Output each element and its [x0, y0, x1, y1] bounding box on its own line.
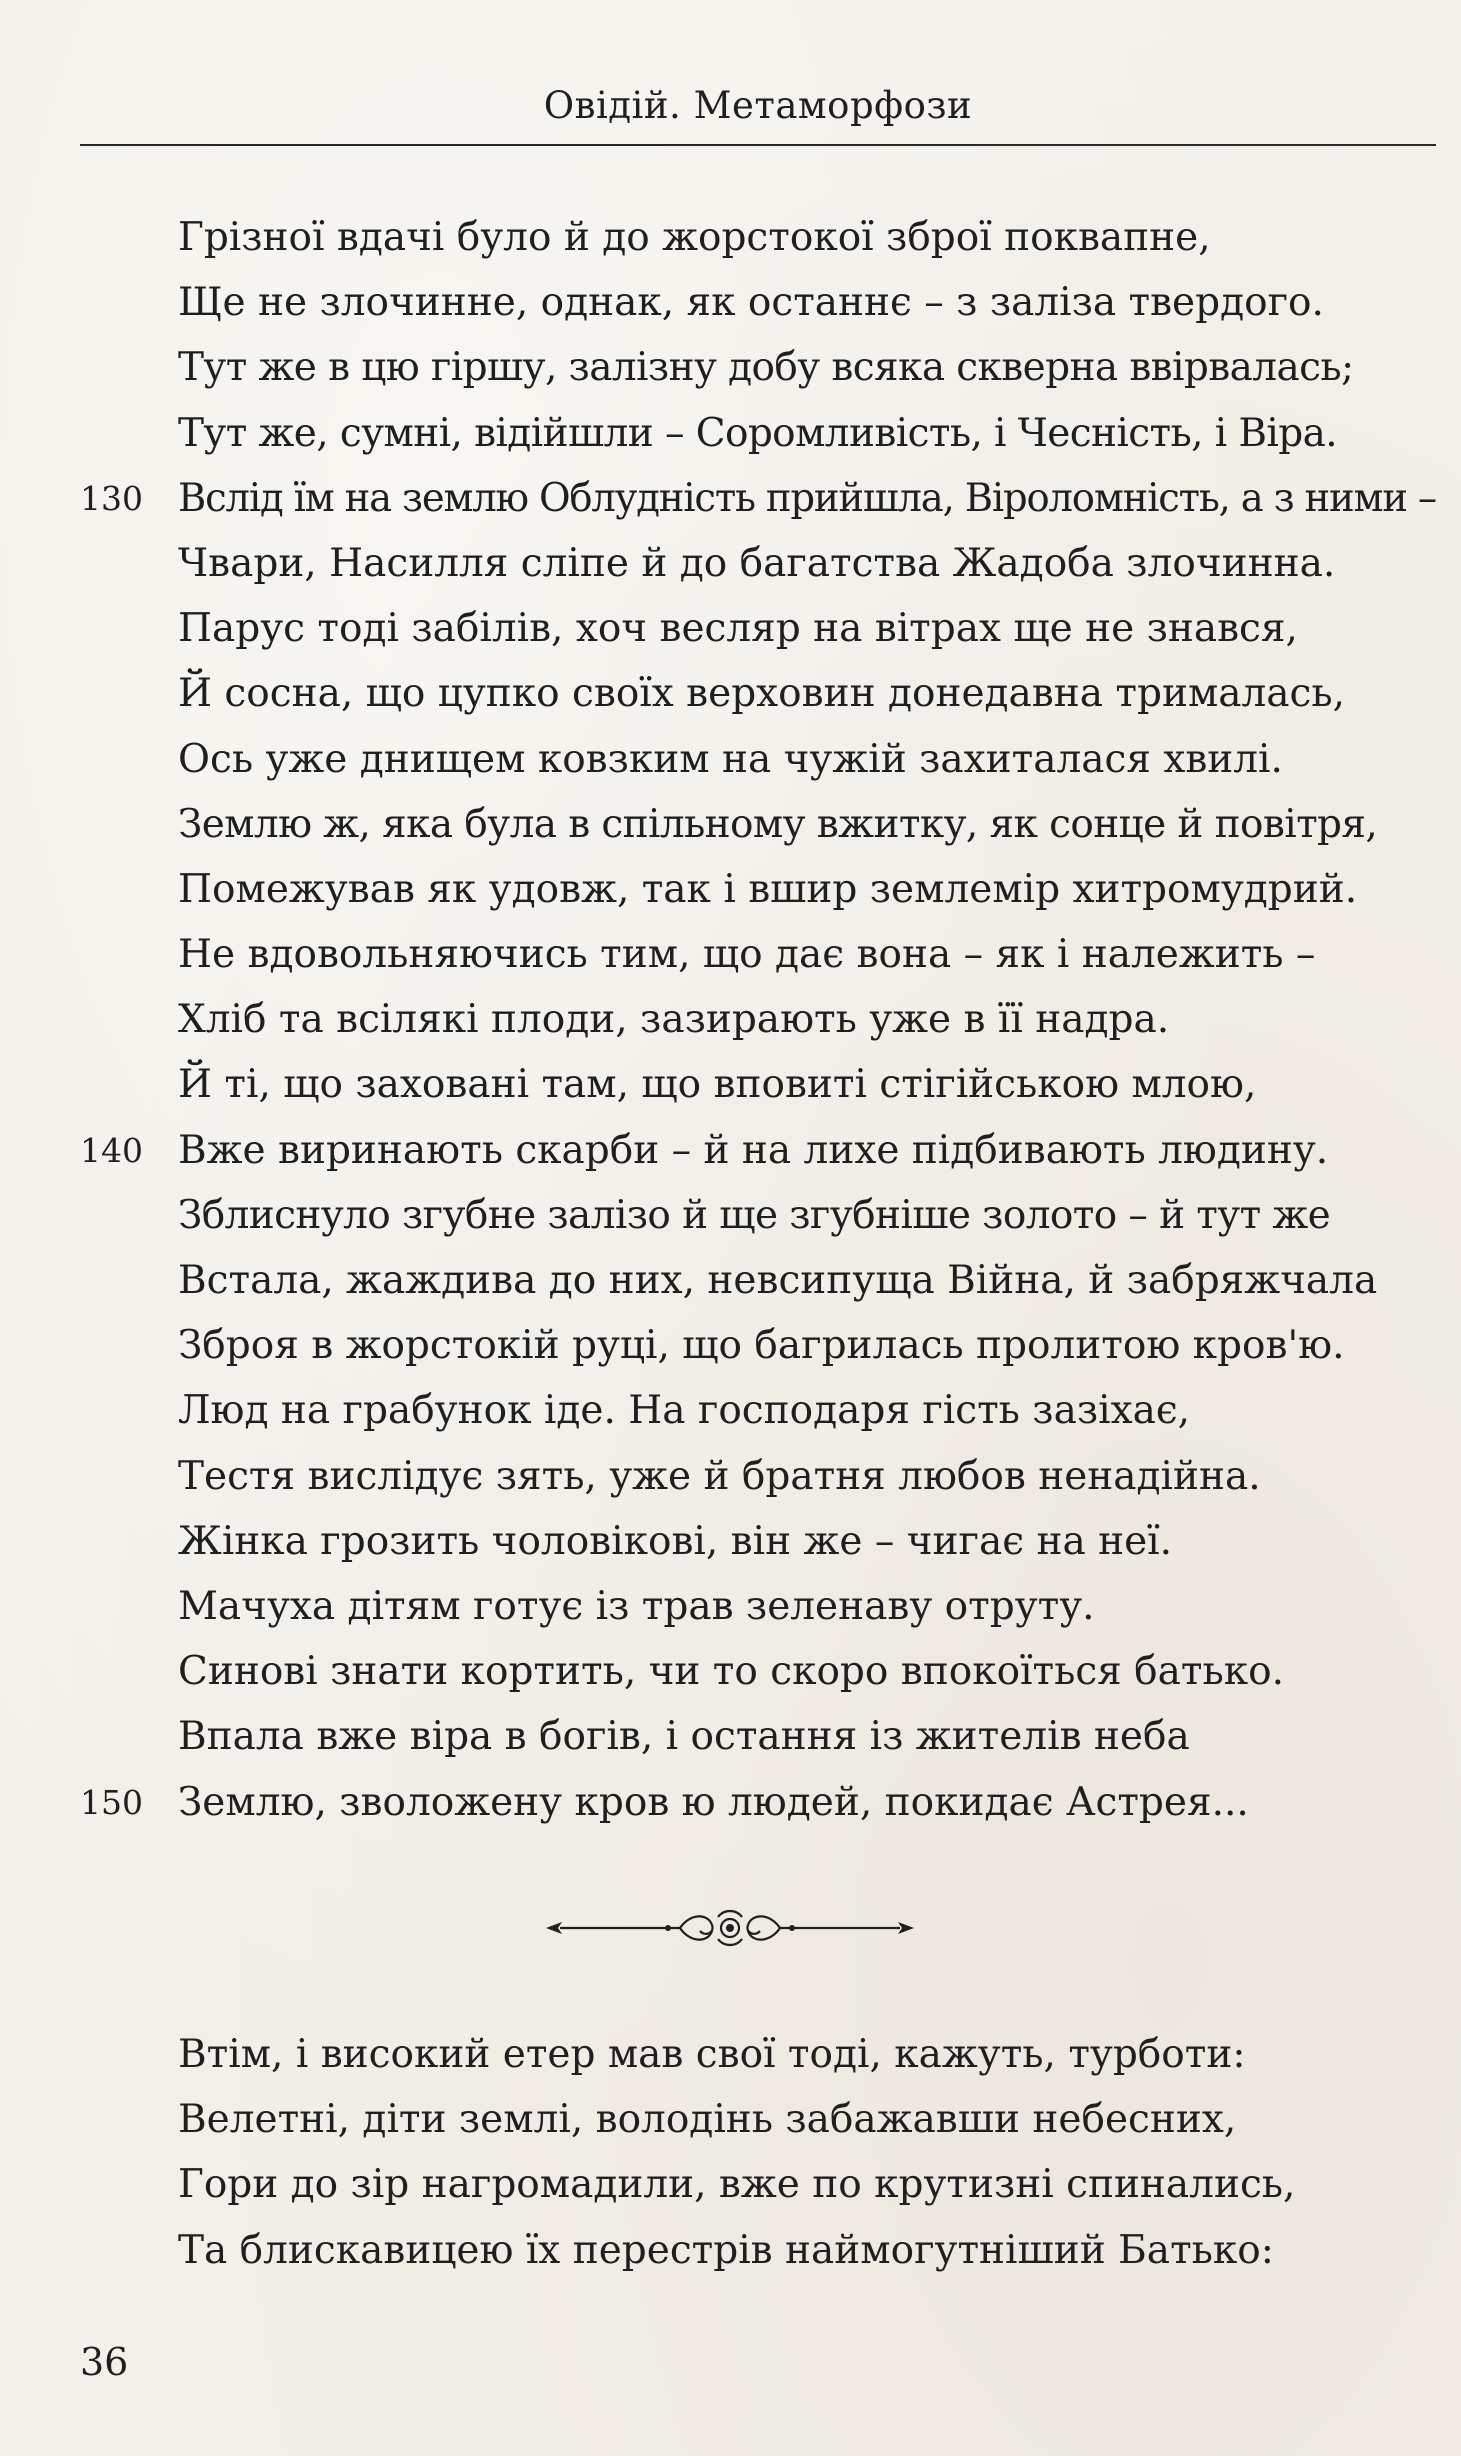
verse-line: [0, 1183, 1461, 1248]
verse-text: Встала, жаждива до них, невсипуща Війна, й забряжчала: [178, 1258, 1378, 1303]
ornament-divider-icon: [540, 1903, 920, 1953]
verse-text: Й ті, що заховані там, що вповиті стігійською млою,: [178, 1062, 1257, 1108]
verse-line: [0, 1313, 1461, 1378]
verse-text: Впала вже віра в богів, і остання із жителів неба: [178, 1714, 1190, 1760]
verse-line: [0, 1770, 1461, 1835]
verse-line: [0, 922, 1461, 987]
page-number: 36: [80, 2340, 129, 2384]
line-number: 150: [80, 1782, 143, 1822]
verse-text: Не вдовольняючись тим, що дає вона – як і належить –: [178, 932, 1316, 978]
verse-line: [0, 2022, 1461, 2087]
verse-line: [0, 1118, 1461, 1183]
line-number: 140: [80, 1130, 143, 1170]
verse-text: Мачуха дітям готує із трав зеленаву отруту.: [178, 1583, 1095, 1629]
verse-line: [0, 2218, 1461, 2283]
verse-line: [0, 1574, 1461, 1639]
verse-text: Жінка грозить чоловікові, він же – чигає на неї.: [178, 1518, 1173, 1564]
verse-line: [0, 727, 1461, 792]
verse-line: [0, 466, 1461, 531]
verse-text: Вслід їм на землю Облудність прийшла, Віроломність, а з ними –: [178, 475, 1437, 521]
verse-text: Парус тоді забілів, хоч весляр на вітрах ще не знався,: [178, 606, 1298, 652]
verse-stanza-2: [0, 2022, 1461, 2283]
verse-text: Помежував як удовж, так і вшир землемір хитромудрий.: [178, 866, 1358, 912]
verse-text: Зблиснуло згубне залізо й ще згубніше золото – й тут же: [178, 1192, 1331, 1238]
verse-line: [0, 270, 1461, 335]
verse-line: [0, 987, 1461, 1052]
verse-line: [0, 661, 1461, 726]
verse-line: [0, 792, 1461, 857]
verse-line: [0, 401, 1461, 466]
verse-text: Та блискавицею їх перестрів наймогутніший Батько:: [178, 2227, 1274, 2273]
verse-line: [0, 2087, 1461, 2152]
verse-line: [0, 1052, 1461, 1117]
verse-text: Люд на грабунок іде. На господаря гість зазіхає,: [178, 1388, 1191, 1434]
verse-line: [0, 1509, 1461, 1574]
header-rule: [80, 144, 1436, 146]
verse-text: Гори до зір нагромадили, вже по крутизні спинались,: [178, 2162, 1296, 2208]
verse-line: [0, 1248, 1461, 1313]
verse-text: Чвари, Насилля сліпе й до багатства Жадоба злочинна.: [178, 540, 1336, 586]
verse-line: [0, 1639, 1461, 1704]
verse-stanza-1: [0, 205, 1461, 1835]
verse-text: Землю ж, яка була в спільному вжитку, як сонце й повітря,: [178, 801, 1378, 847]
verse-line: [0, 1704, 1461, 1769]
verse-text: Хліб та всілякі плоди, зазирають уже в її надра.: [178, 997, 1170, 1043]
verse-text: Тестя вислідує зять, уже й братня любов ненадійна.: [178, 1453, 1261, 1499]
verse-text: Й сосна, що цупко своїх верховин донедавна трималась,: [178, 671, 1346, 717]
verse-text: Зброя в жорстокій руці, що багрилась пролитою кров'ю.: [178, 1323, 1345, 1369]
verse-line: [0, 2152, 1461, 2217]
verse-line: [0, 335, 1461, 400]
verse-text: Втім, і високий етер мав свої тоді, кажуть, турботи:: [178, 2032, 1246, 2077]
verse-line: [0, 1444, 1461, 1509]
verse-text: Вже виринають скарби – й на лихе підбивають людину.: [178, 1127, 1329, 1173]
verse-line: [0, 857, 1461, 922]
line-number: 130: [80, 478, 143, 518]
verse-text: Тут же, сумні, відійшли – Соромливість, і Чесність, і Віра.: [178, 410, 1338, 456]
verse-text: Ось уже днищем ковзким на чужій захиталася хвилі.: [178, 736, 1283, 782]
verse-line: [0, 596, 1461, 661]
verse-line: [0, 531, 1461, 596]
verse-line: [0, 1378, 1461, 1443]
verse-text: Тут же в цю гіршу, залізну добу всяка скверна ввірвалась;: [178, 345, 1354, 391]
verse-text: Велетні, діти землі, володінь забажавши небесних,: [178, 2097, 1237, 2143]
verse-text: Грізної вдачі було й до жорстокої зброї поквапне,: [178, 215, 1211, 260]
verse-text: Землю, зволожену кров ю людей, покидає Астрея...: [178, 1779, 1249, 1825]
running-head: Овідій. Метаморфози: [543, 84, 973, 127]
verse-text: Синові знати кортить, чи то скоро впокоїться батько.: [178, 1649, 1284, 1695]
verse-text: Ще не злочинне, однак, як останнє – з заліза твердого.: [178, 280, 1324, 326]
verse-line: [0, 205, 1461, 270]
